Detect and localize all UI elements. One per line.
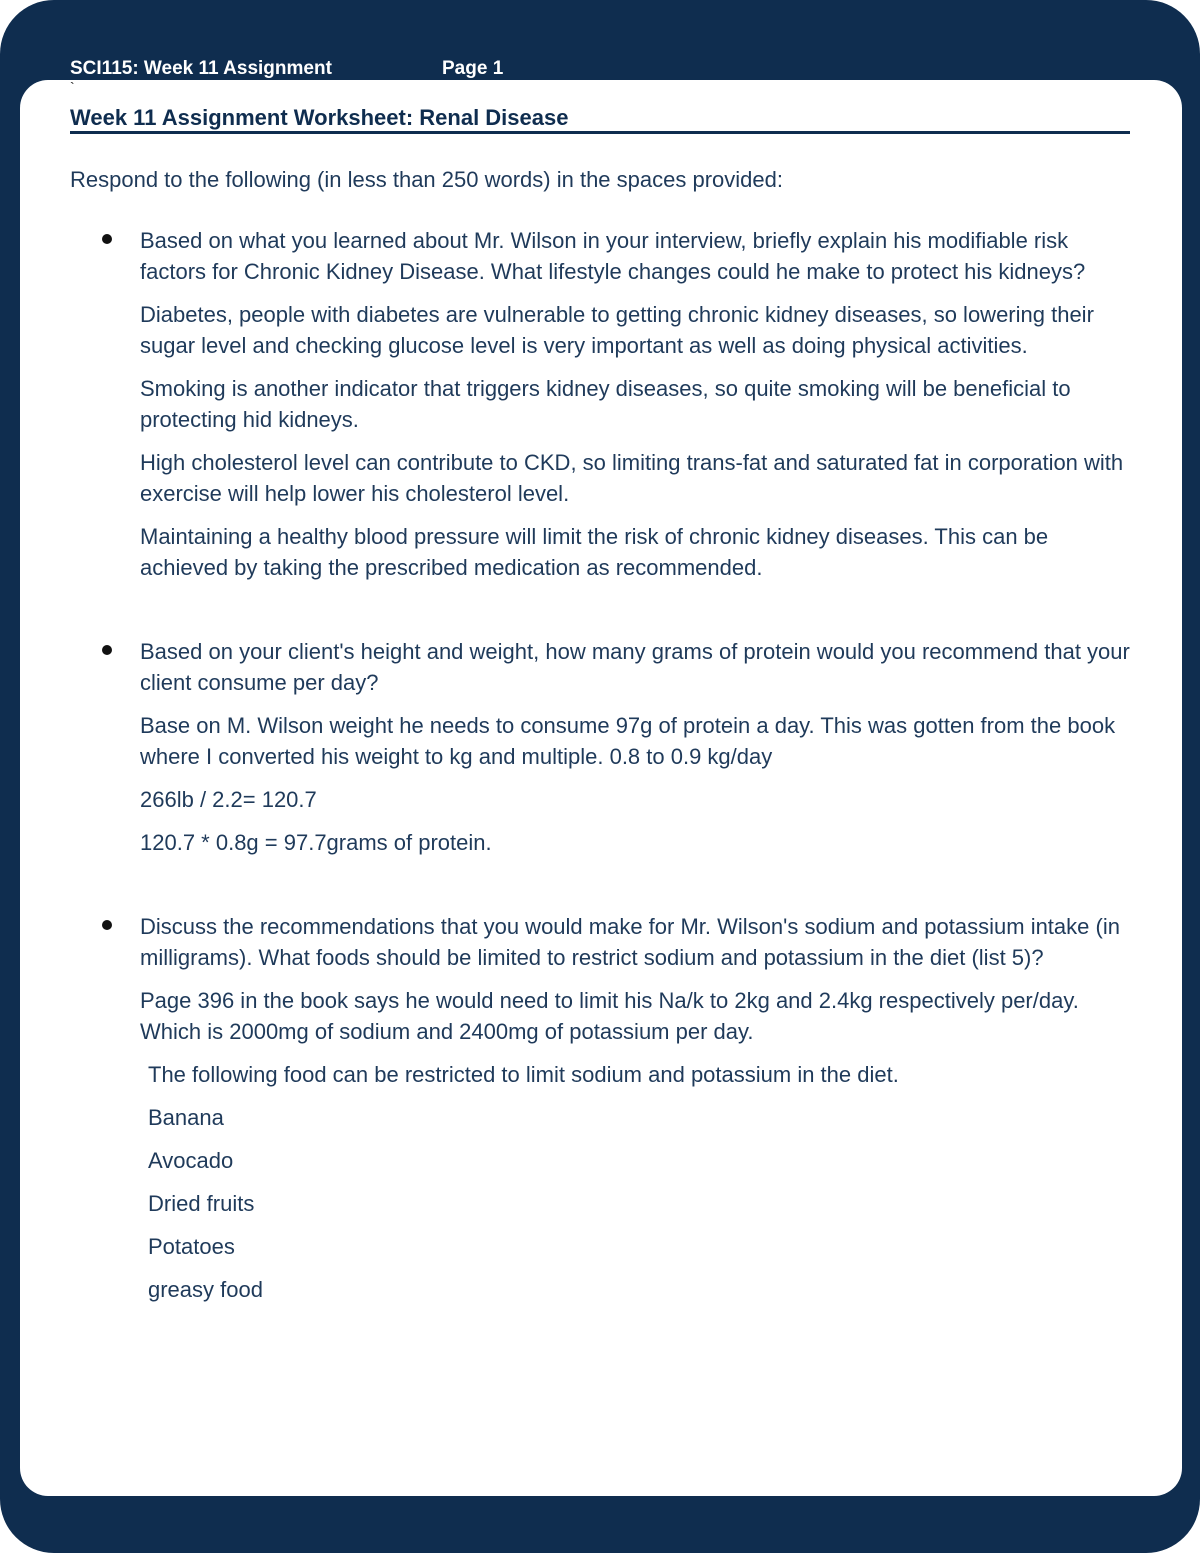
question-3: Discuss the recommendations that you would make for Mr. Wilson's sodium and potassium intake (in milligrams). What foods should be limited to restrict sodium and potassium in the diet (list 5)? xyxy=(140,914,1120,970)
stray-mark: ` xyxy=(70,79,75,95)
bullet-icon xyxy=(102,234,112,244)
worksheet-content xyxy=(70,164,1130,1317)
question-block-2 xyxy=(70,636,1130,858)
answer-1-blood-pressure: Maintaining a healthy blood pressure will limit the risk of chronic kidney diseases. This can be achieved by taking the prescribed medication as recommended. xyxy=(140,524,1049,580)
answer-1-cholesterol: High cholesterol level can contribute to CKD, so limiting trans-fat and saturated fat in corporation with exercise will help lower his cholesterol level. xyxy=(140,450,1124,506)
question-block-1 xyxy=(70,225,1130,583)
answer-3-limits: Page 396 in the book says he would need to limit his Na/k to 2kg and 2.4kg respectively per/day. Which is 2000mg of sodium and 2400mg of potassium per day. xyxy=(140,988,1079,1044)
answer-3-foods-intro: The following food can be restricted to limit sodium and potassium in the diet. xyxy=(148,1062,899,1087)
bullet-icon xyxy=(102,920,112,930)
bullet-icon xyxy=(102,645,112,655)
answer-2-result: 120.7 * 0.8g = 97.7grams of protein. xyxy=(140,830,492,855)
list-item: Potatoes xyxy=(148,1234,235,1259)
answer-2-conversion: 266lb / 2.2= 120.7 xyxy=(140,787,317,812)
header-title: SCI115: Week 11 Assignment xyxy=(70,58,332,79)
question-block-3 xyxy=(70,911,1130,1305)
list-item: Dried fruits xyxy=(148,1191,255,1216)
title-underline xyxy=(70,131,1130,134)
instructions: Respond to the following (in less than 250 words) in the spaces provided: xyxy=(70,167,783,192)
list-item: greasy food xyxy=(148,1277,263,1302)
answer-1-diabetes: Diabetes, people with diabetes are vulnerable to getting chronic kidney diseases, so lowering their sugar level and checking glucose level is very important as well as doing physical activities. xyxy=(140,302,1094,358)
document-title: Week 11 Assignment Worksheet: Renal Disease xyxy=(70,105,569,130)
answer-2-explanation: Base on M. Wilson weight he needs to consume 97g of protein a day. This was gotten from the book where I converted his weight to kg and multiple. 0.8 to 0.9 kg/day xyxy=(140,713,1116,769)
restricted-foods-list xyxy=(70,1102,1130,1305)
list-item: Banana xyxy=(148,1105,224,1130)
list-item: Avocado xyxy=(148,1148,234,1173)
question-1: Based on what you learned about Mr. Wilson in your interview, briefly explain his modifiable risk factors for Chronic Kidney Disease. What lifestyle changes could he make to protect his kidneys? xyxy=(140,228,1086,284)
question-2: Based on your client's height and weight, how many grams of protein would you recommend that your client consume per day? xyxy=(140,639,1130,695)
answer-1-smoking: Smoking is another indicator that triggers kidney diseases, so quite smoking will be beneficial to protecting hid kidneys. xyxy=(140,376,1071,432)
header-page-number: Page 1 xyxy=(442,58,504,79)
